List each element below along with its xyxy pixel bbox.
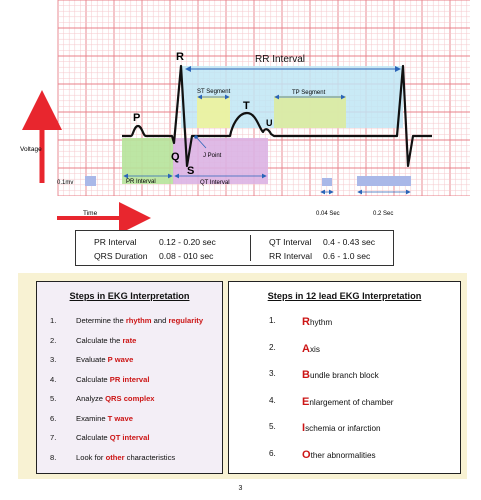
step-highlight: QRS complex <box>105 394 155 403</box>
lead-step-text <box>302 343 320 355</box>
lead-step-number: 2. <box>269 342 276 352</box>
voltage-label: Voltage <box>20 146 42 153</box>
pr-value-label: PR Interval <box>94 237 137 247</box>
lead-step-rest: undle branch block <box>309 371 379 380</box>
u-wave-label: U <box>266 118 273 128</box>
j-point-label: J Point <box>203 153 222 159</box>
q-wave-label: Q <box>171 151 180 163</box>
qt-value: 0.4 - 0.43 sec <box>323 237 376 247</box>
rr-value-label: RR Interval <box>269 251 312 261</box>
lead-step-rest: ther abnormalities <box>310 450 376 460</box>
step-highlight: P wave <box>107 355 134 364</box>
sec-02-label: 0.2 Sec <box>373 211 394 217</box>
pr-interval-label: PR Interval <box>126 179 156 185</box>
step-text <box>76 355 133 364</box>
lead-step-text <box>302 449 376 461</box>
step-text-part: Examine <box>76 413 108 423</box>
lead-step-text <box>302 316 332 328</box>
lead-step-initial: R <box>302 316 310 328</box>
step-text-part: Look for <box>76 452 106 462</box>
pr-value: 0.12 - 0.20 sec <box>159 237 216 247</box>
sec-004-label: 0.04 Sec <box>316 211 340 217</box>
step-number: 7. <box>50 433 57 442</box>
mv-scale-label: 0.1mv <box>57 180 74 186</box>
step-text-part: and <box>151 316 169 325</box>
st-zone <box>197 96 230 128</box>
rr-value: 0.6 - 1.0 sec <box>323 251 371 261</box>
step-text-part: Evaluate <box>76 355 108 364</box>
lead-step-text <box>302 422 381 434</box>
step-text-part: Calculate the <box>76 335 123 345</box>
ekg-diagram <box>0 0 481 230</box>
lead-step-initial: A <box>302 342 310 355</box>
step-text-part: Determine the <box>76 316 126 325</box>
step-number: 8. <box>50 452 57 462</box>
rr-label: RR Interval <box>255 54 306 65</box>
lead-steps-box <box>228 281 461 474</box>
step-text <box>76 414 133 423</box>
st-segment-label: ST Segment <box>197 89 231 95</box>
lead-step-initial: B <box>302 369 310 381</box>
p-wave-label: P <box>133 112 141 124</box>
step-text <box>76 336 136 345</box>
step-text <box>76 394 155 403</box>
qrs-value-label: QRS Duration <box>94 251 148 261</box>
lead-steps-title: Steps in 12 lead EKG Interpretation <box>267 291 422 301</box>
lead-step-number: 4. <box>269 395 276 405</box>
values-divider <box>250 235 251 261</box>
scale-box-004 <box>322 178 332 186</box>
step-highlight: rate <box>122 335 137 345</box>
step-number: 5. <box>50 394 57 403</box>
tp-segment-label: TP Segment <box>292 90 326 96</box>
step-highlight: QT interval <box>109 433 150 442</box>
interpretation-panel <box>18 273 467 479</box>
normal-values-box <box>75 230 394 266</box>
qrs-value: 0.08 - 010 sec <box>159 251 214 261</box>
scale-box-mv <box>85 176 96 186</box>
lead-step-rest: schemia or infarction <box>305 424 381 433</box>
lead-step-rest: nlargement of chamber <box>309 397 394 407</box>
s-wave-label: S <box>187 165 195 177</box>
step-number: 3. <box>50 355 57 364</box>
step-text <box>76 316 203 325</box>
time-label: Time <box>83 210 98 217</box>
step-text-part: characteristics <box>124 452 176 462</box>
step-number: 4. <box>50 374 57 384</box>
step-highlight: PR interval <box>109 374 150 384</box>
lead-step-text <box>302 396 394 408</box>
step-highlight: other <box>105 452 125 462</box>
lead-step-rest: xis <box>309 344 320 354</box>
lead-step-initial: I <box>302 422 306 434</box>
lead-step-number: 3. <box>269 369 276 378</box>
pr-zone <box>122 138 174 184</box>
lead-step-text <box>302 369 379 381</box>
step-highlight: rhythm <box>125 316 152 325</box>
step-text-part: Analyze <box>76 394 106 403</box>
step-text-part: Calculate <box>76 433 110 442</box>
t-wave-label: T <box>243 100 250 112</box>
step-text-part: Calculate <box>76 374 110 384</box>
lead-step-number: 6. <box>269 448 276 458</box>
ekg-steps-title: Steps in EKG Interpretation <box>69 291 190 301</box>
step-text <box>76 433 149 442</box>
lead-step-initial: E <box>302 395 310 408</box>
ekg-steps-box <box>36 281 223 474</box>
step-number: 6. <box>50 413 57 423</box>
lead-step-number: 5. <box>269 422 276 431</box>
step-text <box>76 375 149 384</box>
qt-interval-label: QT Interval <box>200 180 230 186</box>
step-text <box>76 453 175 462</box>
qt-value-label: QT Interval <box>269 237 312 247</box>
r-wave-label: R <box>176 51 184 63</box>
lead-step-rest: hythm <box>309 318 333 327</box>
step-highlight: regularity <box>168 316 204 325</box>
lead-step-initial: O <box>302 448 311 461</box>
lead-step-number: 1. <box>269 316 276 325</box>
step-number: 2. <box>50 335 57 345</box>
page-number: 3 <box>238 485 243 492</box>
step-highlight: T wave <box>107 413 133 423</box>
tp-zone <box>274 96 346 128</box>
scale-box-02 <box>357 176 411 186</box>
step-number: 1. <box>50 316 57 325</box>
